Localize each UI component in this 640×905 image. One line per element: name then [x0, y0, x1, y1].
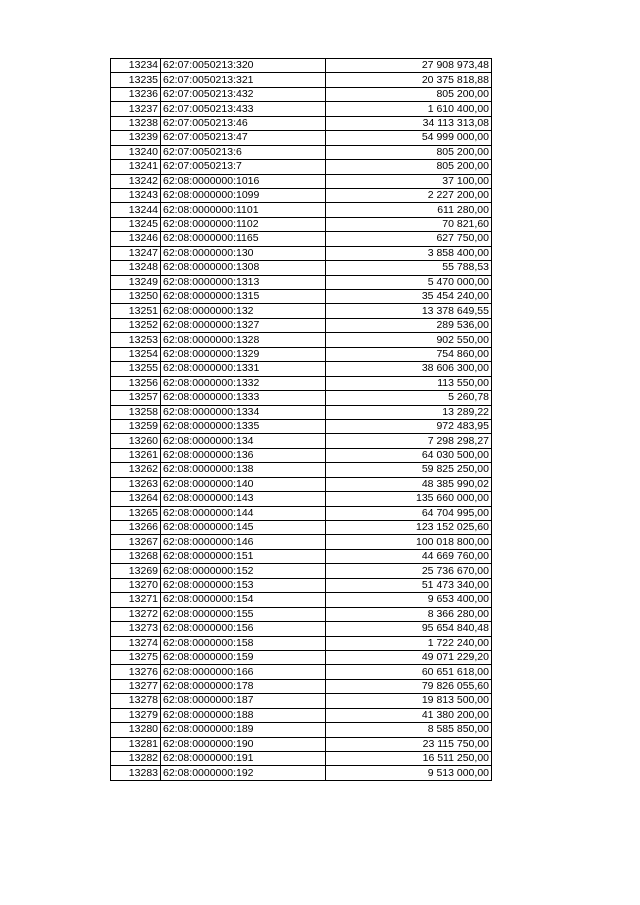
cadastral-number-cell: 62:08:0000000:192	[161, 766, 326, 780]
table-row	[111, 246, 492, 260]
cadastral-number-cell: 62:07:0050213:433	[161, 102, 326, 116]
cadastral-number-cell: 62:08:0000000:158	[161, 636, 326, 650]
value-cell: 8 585 850,00	[326, 723, 492, 737]
cadastral-number-cell: 62:07:0050213:46	[161, 116, 326, 130]
row-number-cell: 13260	[111, 434, 161, 448]
row-number-cell: 13254	[111, 347, 161, 361]
cadastral-number-cell: 62:08:0000000:1165	[161, 232, 326, 246]
value-cell: 902 550,00	[326, 333, 492, 347]
value-cell: 611 280,00	[326, 203, 492, 217]
cadastral-number-cell: 62:08:0000000:1328	[161, 333, 326, 347]
row-number-cell: 13268	[111, 549, 161, 563]
table-row	[111, 752, 492, 766]
row-number-cell: 13253	[111, 333, 161, 347]
row-number-cell: 13258	[111, 405, 161, 419]
table-row	[111, 116, 492, 130]
row-number-cell: 13248	[111, 261, 161, 275]
cadastral-number-cell: 62:08:0000000:151	[161, 549, 326, 563]
value-cell: 34 113 313,08	[326, 116, 492, 130]
table-row	[111, 477, 492, 491]
value-cell: 972 483,95	[326, 419, 492, 433]
row-number-cell: 13245	[111, 217, 161, 231]
value-cell: 38 606 300,00	[326, 362, 492, 376]
row-number-cell: 13265	[111, 506, 161, 520]
table-row	[111, 549, 492, 563]
cadastral-number-cell: 62:08:0000000:140	[161, 477, 326, 491]
cadastral-number-cell: 62:08:0000000:1101	[161, 203, 326, 217]
value-cell: 9 653 400,00	[326, 593, 492, 607]
table-row	[111, 766, 492, 780]
cadastral-number-cell: 62:07:0050213:320	[161, 59, 326, 73]
value-cell: 805 200,00	[326, 145, 492, 159]
value-cell: 44 669 760,00	[326, 549, 492, 563]
table-row	[111, 174, 492, 188]
cadastral-number-cell: 62:08:0000000:154	[161, 593, 326, 607]
value-cell: 79 826 055,60	[326, 679, 492, 693]
row-number-cell: 13249	[111, 275, 161, 289]
cadastral-number-cell: 62:08:0000000:152	[161, 564, 326, 578]
value-cell: 113 550,00	[326, 376, 492, 390]
cadastral-number-cell: 62:08:0000000:178	[161, 679, 326, 693]
table-row	[111, 448, 492, 462]
table-row	[111, 261, 492, 275]
value-cell: 805 200,00	[326, 160, 492, 174]
cadastral-number-cell: 62:08:0000000:187	[161, 694, 326, 708]
table-row	[111, 275, 492, 289]
table-row	[111, 347, 492, 361]
value-cell: 27 908 973,48	[326, 59, 492, 73]
table-row	[111, 304, 492, 318]
table-row	[111, 622, 492, 636]
table-row	[111, 203, 492, 217]
table-row	[111, 607, 492, 621]
row-number-cell: 13264	[111, 492, 161, 506]
value-cell: 41 380 200,00	[326, 708, 492, 722]
table-row	[111, 145, 492, 159]
cadastral-number-cell: 62:08:0000000:1329	[161, 347, 326, 361]
table-row	[111, 102, 492, 116]
row-number-cell: 13241	[111, 160, 161, 174]
row-number-cell: 13240	[111, 145, 161, 159]
table-row	[111, 188, 492, 202]
cadastral-number-cell: 62:07:0050213:6	[161, 145, 326, 159]
row-number-cell: 13237	[111, 102, 161, 116]
table-row	[111, 131, 492, 145]
cadastral-number-cell: 62:08:0000000:156	[161, 622, 326, 636]
value-cell: 60 651 618,00	[326, 665, 492, 679]
cadastral-number-cell: 62:08:0000000:1327	[161, 318, 326, 332]
table-row	[111, 578, 492, 592]
table-row	[111, 87, 492, 101]
cadastral-number-cell: 62:08:0000000:1333	[161, 391, 326, 405]
row-number-cell: 13234	[111, 59, 161, 73]
table-row	[111, 434, 492, 448]
value-cell: 13 289,22	[326, 405, 492, 419]
value-cell: 5 470 000,00	[326, 275, 492, 289]
table-row	[111, 59, 492, 73]
row-number-cell: 13243	[111, 188, 161, 202]
table-row	[111, 636, 492, 650]
value-cell: 9 513 000,00	[326, 766, 492, 780]
table-row	[111, 290, 492, 304]
cadastral-number-cell: 62:08:0000000:1016	[161, 174, 326, 188]
cadastral-number-cell: 62:08:0000000:136	[161, 448, 326, 462]
row-number-cell: 13242	[111, 174, 161, 188]
value-cell: 25 736 670,00	[326, 564, 492, 578]
cadastral-number-cell: 62:08:0000000:1315	[161, 290, 326, 304]
row-number-cell: 13259	[111, 419, 161, 433]
row-number-cell: 13262	[111, 463, 161, 477]
row-number-cell: 13273	[111, 622, 161, 636]
value-cell: 20 375 818,88	[326, 73, 492, 87]
value-cell: 55 788,53	[326, 261, 492, 275]
row-number-cell: 13267	[111, 535, 161, 549]
table-row	[111, 419, 492, 433]
table-row	[111, 564, 492, 578]
value-cell: 100 018 800,00	[326, 535, 492, 549]
cadastral-number-cell: 62:08:0000000:1308	[161, 261, 326, 275]
row-number-cell: 13275	[111, 650, 161, 664]
table-row	[111, 463, 492, 477]
value-cell: 64 704 995,00	[326, 506, 492, 520]
cadastral-number-cell: 62:08:0000000:191	[161, 752, 326, 766]
row-number-cell: 13244	[111, 203, 161, 217]
table-row	[111, 232, 492, 246]
cadastral-number-cell: 62:08:0000000:138	[161, 463, 326, 477]
cadastral-number-cell: 62:08:0000000:145	[161, 521, 326, 535]
row-number-cell: 13278	[111, 694, 161, 708]
value-cell: 7 298 298,27	[326, 434, 492, 448]
row-number-cell: 13279	[111, 708, 161, 722]
cadastral-number-cell: 62:08:0000000:188	[161, 708, 326, 722]
row-number-cell: 13276	[111, 665, 161, 679]
cadastral-number-cell: 62:08:0000000:159	[161, 650, 326, 664]
table-row	[111, 737, 492, 751]
row-number-cell: 13269	[111, 564, 161, 578]
cadastral-number-cell: 62:08:0000000:1099	[161, 188, 326, 202]
row-number-cell: 13252	[111, 318, 161, 332]
table-row	[111, 376, 492, 390]
row-number-cell: 13271	[111, 593, 161, 607]
value-cell: 70 821,60	[326, 217, 492, 231]
row-number-cell: 13283	[111, 766, 161, 780]
table-row	[111, 650, 492, 664]
value-cell: 64 030 500,00	[326, 448, 492, 462]
table-row	[111, 679, 492, 693]
cadastral-number-cell: 62:08:0000000:130	[161, 246, 326, 260]
row-number-cell: 13266	[111, 521, 161, 535]
value-cell: 48 385 990,02	[326, 477, 492, 491]
value-cell: 95 654 840,48	[326, 622, 492, 636]
table-row	[111, 217, 492, 231]
cadastral-number-cell: 62:07:0050213:432	[161, 87, 326, 101]
value-cell: 35 454 240,00	[326, 290, 492, 304]
cadastral-number-cell: 62:08:0000000:190	[161, 737, 326, 751]
cadastral-number-cell: 62:08:0000000:166	[161, 665, 326, 679]
cadastral-number-cell: 62:08:0000000:153	[161, 578, 326, 592]
table-body	[111, 59, 492, 781]
row-number-cell: 13246	[111, 232, 161, 246]
value-cell: 16 511 250,00	[326, 752, 492, 766]
table-row	[111, 694, 492, 708]
row-number-cell: 13255	[111, 362, 161, 376]
table-row	[111, 362, 492, 376]
value-cell: 13 378 649,55	[326, 304, 492, 318]
row-number-cell: 13250	[111, 290, 161, 304]
row-number-cell: 13257	[111, 391, 161, 405]
row-number-cell: 13261	[111, 448, 161, 462]
table-row	[111, 333, 492, 347]
row-number-cell: 13280	[111, 723, 161, 737]
row-number-cell: 13281	[111, 737, 161, 751]
value-cell: 54 999 000,00	[326, 131, 492, 145]
row-number-cell: 13263	[111, 477, 161, 491]
value-cell: 5 260,78	[326, 391, 492, 405]
row-number-cell: 13256	[111, 376, 161, 390]
cadastral-number-cell: 62:07:0050213:7	[161, 160, 326, 174]
cadastral-number-cell: 62:08:0000000:1331	[161, 362, 326, 376]
table-row	[111, 318, 492, 332]
table-row	[111, 405, 492, 419]
value-cell: 8 366 280,00	[326, 607, 492, 621]
cadastral-number-cell: 62:08:0000000:132	[161, 304, 326, 318]
value-cell: 289 536,00	[326, 318, 492, 332]
row-number-cell: 13238	[111, 116, 161, 130]
row-number-cell: 13236	[111, 87, 161, 101]
value-cell: 1 722 240,00	[326, 636, 492, 650]
cadastral-number-cell: 62:08:0000000:1334	[161, 405, 326, 419]
cadastral-number-cell: 62:07:0050213:321	[161, 73, 326, 87]
table-row	[111, 506, 492, 520]
row-number-cell: 13282	[111, 752, 161, 766]
cadastral-number-cell: 62:08:0000000:189	[161, 723, 326, 737]
cadastral-number-cell: 62:08:0000000:1335	[161, 419, 326, 433]
cadastral-number-cell: 62:08:0000000:146	[161, 535, 326, 549]
value-cell: 51 473 340,00	[326, 578, 492, 592]
value-cell: 135 660 000,00	[326, 492, 492, 506]
table-row	[111, 535, 492, 549]
table-row	[111, 723, 492, 737]
table-row	[111, 521, 492, 535]
cadastral-number-cell: 62:08:0000000:155	[161, 607, 326, 621]
cadastral-number-cell: 62:07:0050213:47	[161, 131, 326, 145]
table-row	[111, 492, 492, 506]
cadastral-number-cell: 62:08:0000000:134	[161, 434, 326, 448]
value-cell: 19 813 500,00	[326, 694, 492, 708]
table-row	[111, 665, 492, 679]
value-cell: 59 825 250,00	[326, 463, 492, 477]
value-cell: 23 115 750,00	[326, 737, 492, 751]
row-number-cell: 13247	[111, 246, 161, 260]
table-row	[111, 160, 492, 174]
data-table	[110, 58, 492, 781]
row-number-cell: 13235	[111, 73, 161, 87]
row-number-cell: 13270	[111, 578, 161, 592]
table-row	[111, 73, 492, 87]
row-number-cell: 13239	[111, 131, 161, 145]
value-cell: 2 227 200,00	[326, 188, 492, 202]
value-cell: 754 860,00	[326, 347, 492, 361]
value-cell: 3 858 400,00	[326, 246, 492, 260]
cadastral-number-cell: 62:08:0000000:1332	[161, 376, 326, 390]
row-number-cell: 13274	[111, 636, 161, 650]
table-row	[111, 593, 492, 607]
cadastral-number-cell: 62:08:0000000:1313	[161, 275, 326, 289]
cadastral-number-cell: 62:08:0000000:144	[161, 506, 326, 520]
row-number-cell: 13251	[111, 304, 161, 318]
row-number-cell: 13272	[111, 607, 161, 621]
table-row	[111, 391, 492, 405]
cadastral-number-cell: 62:08:0000000:1102	[161, 217, 326, 231]
value-cell: 1 610 400,00	[326, 102, 492, 116]
value-cell: 49 071 229,20	[326, 650, 492, 664]
value-cell: 627 750,00	[326, 232, 492, 246]
value-cell: 123 152 025,60	[326, 521, 492, 535]
table-row	[111, 708, 492, 722]
row-number-cell: 13277	[111, 679, 161, 693]
cadastral-number-cell: 62:08:0000000:143	[161, 492, 326, 506]
value-cell: 805 200,00	[326, 87, 492, 101]
value-cell: 37 100,00	[326, 174, 492, 188]
